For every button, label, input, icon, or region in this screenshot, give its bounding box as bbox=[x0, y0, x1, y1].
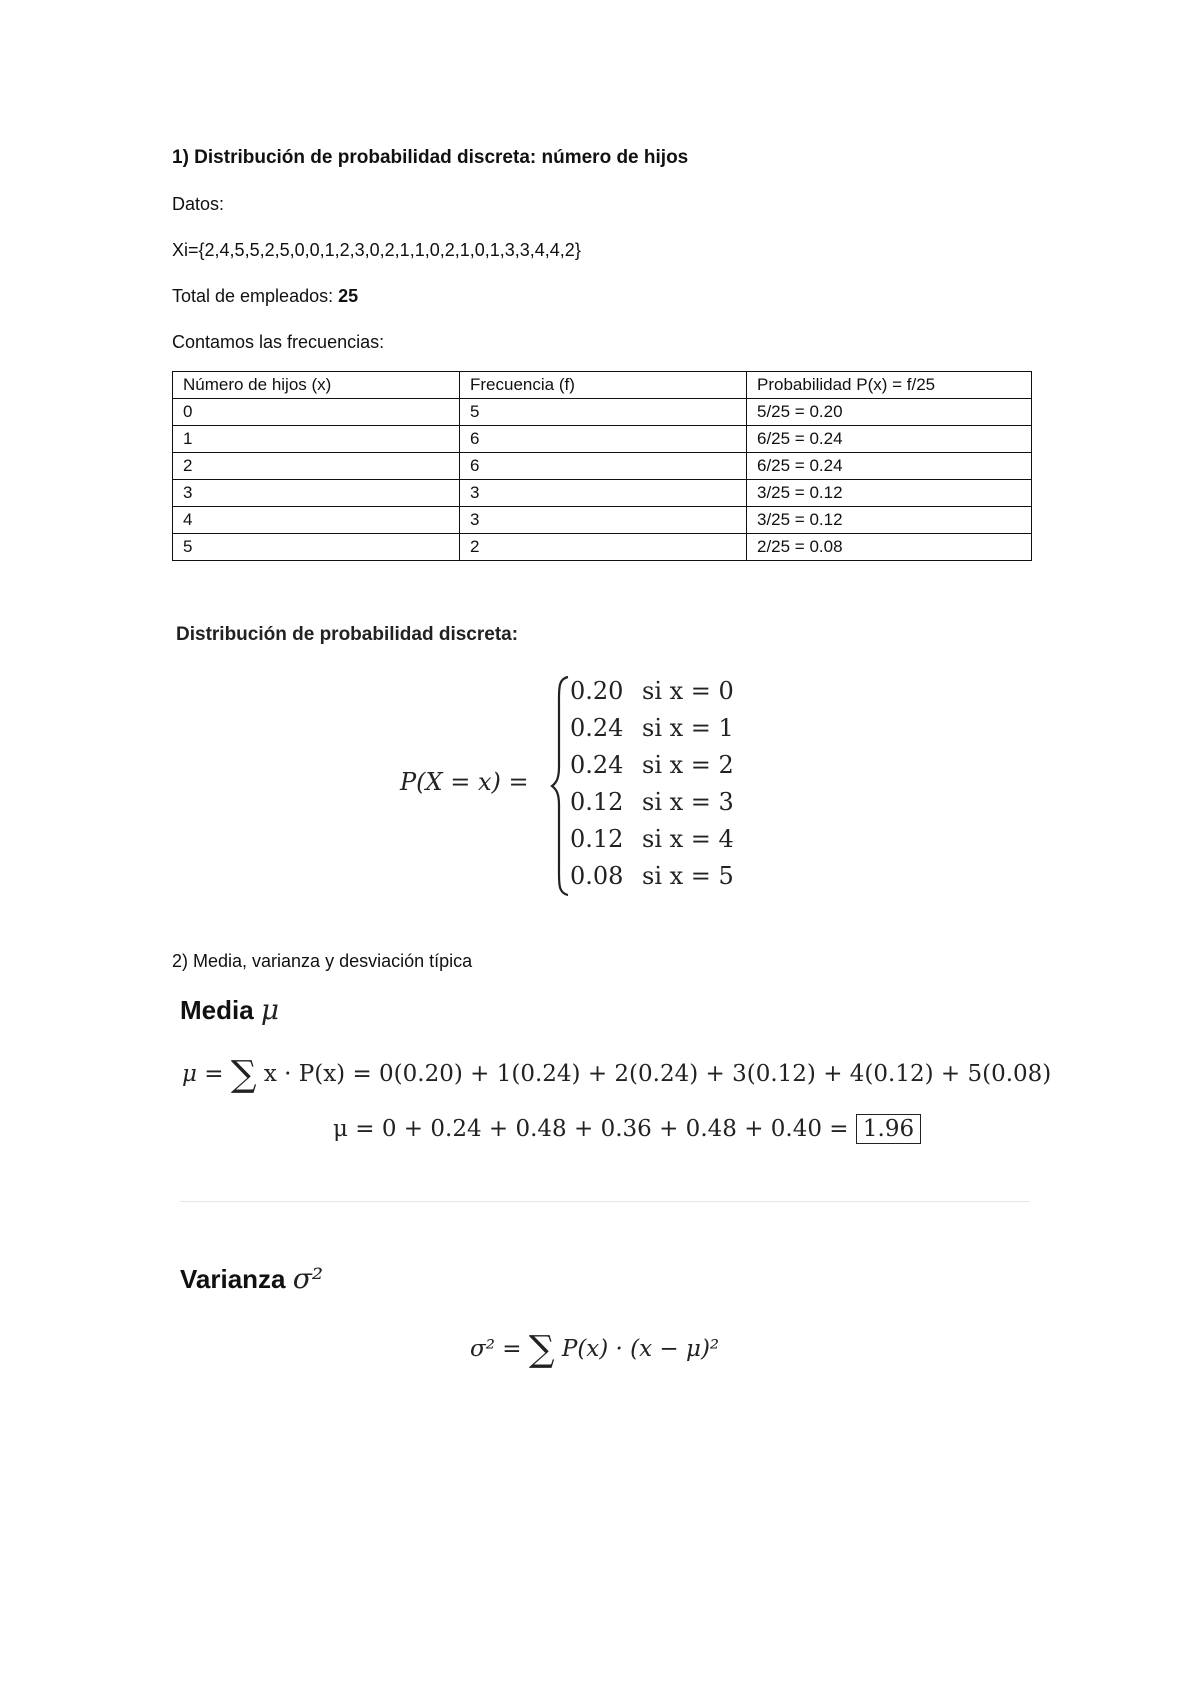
table-cell: 0 bbox=[173, 399, 460, 426]
table-row bbox=[173, 399, 1032, 426]
table-header-cell: Frecuencia (f) bbox=[460, 372, 747, 399]
datos-label: Datos: bbox=[172, 194, 225, 214]
piecewise-row bbox=[570, 677, 734, 705]
table-cell: 3/25 = 0.12 bbox=[747, 507, 1032, 534]
table-cell: 3 bbox=[173, 480, 460, 507]
table-row bbox=[173, 507, 1032, 534]
piecewise-condition: si x = 4 bbox=[642, 825, 734, 853]
table-header-row bbox=[173, 372, 1032, 399]
media-eq2-text: μ = 0 + 0.24 + 0.48 + 0.36 + 0.48 + 0.40 = bbox=[333, 1116, 849, 1142]
frequency-table bbox=[172, 371, 1032, 561]
total-value: 25 bbox=[338, 286, 359, 306]
piecewise-row bbox=[570, 788, 734, 816]
piecewise-lhs: P(X = x) = bbox=[400, 768, 529, 796]
piecewise-row bbox=[570, 862, 734, 890]
sum-icon: ∑ bbox=[528, 1329, 555, 1370]
table-row bbox=[173, 453, 1032, 480]
table-cell: 6 bbox=[460, 453, 747, 480]
sum-icon: ∑ bbox=[230, 1054, 257, 1095]
piecewise-condition: si x = 2 bbox=[642, 751, 734, 779]
table-cell: 2/25 = 0.08 bbox=[747, 534, 1032, 561]
table-cell: 2 bbox=[460, 534, 747, 561]
count-label: Contamos las frecuencias: bbox=[172, 332, 385, 352]
table-row bbox=[173, 534, 1032, 561]
media-title bbox=[180, 993, 279, 1026]
table-header-cell: Probabilidad P(x) = f/25 bbox=[747, 372, 1032, 399]
left-brace-icon bbox=[550, 675, 572, 897]
table-cell: 4 bbox=[173, 507, 460, 534]
table-cell: 2 bbox=[173, 453, 460, 480]
xi-data-line: Xi={2,4,5,5,2,5,0,0,1,2,3,0,2,1,1,0,2,1,0,1,3,3,4,4,2} bbox=[172, 240, 581, 260]
piecewise-condition: si x = 5 bbox=[642, 862, 734, 890]
piecewise-row bbox=[570, 825, 734, 853]
piecewise-value: 0.08 bbox=[570, 862, 624, 890]
media-title-text: Media bbox=[180, 995, 254, 1025]
table-cell: 3 bbox=[460, 507, 747, 534]
table-cell: 6/25 = 0.24 bbox=[747, 453, 1032, 480]
piecewise-value: 0.12 bbox=[570, 788, 624, 816]
table-row bbox=[173, 480, 1032, 507]
table-cell: 5 bbox=[460, 399, 747, 426]
piecewise-condition: si x = 1 bbox=[642, 714, 734, 742]
varianza-title bbox=[180, 1262, 323, 1295]
section-heading-1: 1) Distribución de probabilidad discreta: número de hijos bbox=[172, 147, 689, 168]
media-equation-1 bbox=[182, 1054, 1051, 1095]
table-cell: 3 bbox=[460, 480, 747, 507]
sigma-squared-symbol: σ² bbox=[292, 1262, 324, 1295]
total-label: Total de empleados: bbox=[172, 286, 339, 306]
table-cell: 5/25 = 0.20 bbox=[747, 399, 1032, 426]
varianza-equation bbox=[470, 1329, 719, 1370]
varianza-eq-rhs: P(x) · (x − μ)² bbox=[561, 1336, 720, 1362]
piecewise-condition: si x = 0 bbox=[642, 677, 734, 705]
table-cell: 3/25 = 0.12 bbox=[747, 480, 1032, 507]
piecewise-value: 0.12 bbox=[570, 825, 624, 853]
table-cell: 6 bbox=[460, 426, 747, 453]
piecewise-condition: si x = 3 bbox=[642, 788, 734, 816]
table-cell: 1 bbox=[173, 426, 460, 453]
media-eq1-rhs: x · P(x) = 0(0.20) + 1(0.24) + 2(0.24) + 3(0.12) + 4(0.12) + 5(0.08) bbox=[263, 1061, 1052, 1087]
media-result: 1.96 bbox=[856, 1114, 921, 1144]
table-cell: 6/25 = 0.24 bbox=[747, 426, 1032, 453]
table-header-cell: Número de hijos (x) bbox=[173, 372, 460, 399]
piecewise-value: 0.24 bbox=[570, 751, 624, 779]
media-equation-2 bbox=[333, 1116, 921, 1142]
section-divider bbox=[180, 1201, 1030, 1202]
table-row bbox=[173, 426, 1032, 453]
section-heading-2: 2) Media, varianza y desviación típica bbox=[172, 951, 473, 971]
piecewise-value: 0.20 bbox=[570, 677, 624, 705]
varianza-title-text: Varianza bbox=[180, 1264, 286, 1294]
piecewise-row bbox=[570, 751, 734, 779]
total-line bbox=[172, 284, 358, 308]
piecewise-value: 0.24 bbox=[570, 714, 624, 742]
media-eq1-lhs: μ = bbox=[182, 1061, 224, 1087]
varianza-eq-lhs: σ² = bbox=[470, 1336, 522, 1362]
table-cell: 5 bbox=[173, 534, 460, 561]
mu-symbol: μ bbox=[260, 993, 280, 1026]
distribution-title: Distribución de probabilidad discreta: bbox=[176, 624, 519, 645]
piecewise-row bbox=[570, 714, 734, 742]
